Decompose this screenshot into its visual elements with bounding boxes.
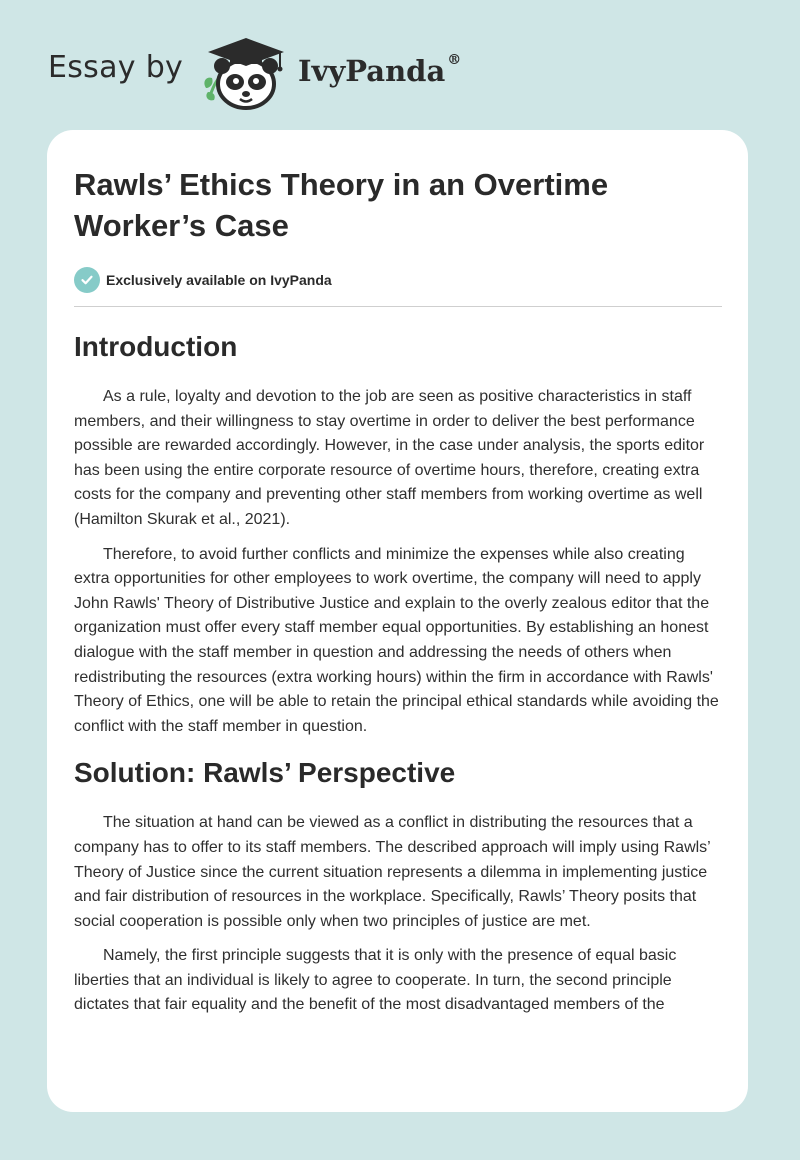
check-icon	[74, 267, 100, 293]
paragraph: Namely, the first principle suggests that it is only with the presence of equal basic liberties that an individual is likely to agree to cooperate. In turn, the second principle dictates that fair equality and the benefit of the most disadvantaged members of the	[74, 947, 677, 1014]
paragraph: The situation at hand can be viewed as a conflict in distributing the resources that a company has to offer to its staff members. The described approach will imply using Rawls’ Theory of Justice since the current situation represents a dilemma in implementing justice and fair distribution of resources in the workplace. Specifically, Rawls’ Theory posits that social cooperation is possible only when two principles of justice are met.	[74, 814, 711, 930]
paragraph: As a rule, loyalty and devotion to the job are seen as positive characteristics in staff members, and their willingness to stay overtime in order to deliver the best performance possible are rewarded accordingly. However, in the case under analysis, the sports editor has been using the entire corporate resource of overtime hours, therefore, creating extra costs for the company and preventing other staff members from working overtime as well (Hamilton Skurak et al., 2021).	[74, 388, 705, 528]
essay-title: Rawls’ Ethics Theory in an Overtime Worker’s Case	[74, 167, 609, 243]
paragraph: Therefore, to avoid further conflicts and minimize the expenses while also creating extra opportunities for other employees to work overtime, the company will need to apply John Rawls' Theory of Distributive Justice and explain to the overly zealous editor that the organization must offer every staff member equal opportunities. By establishing an honest dialogue with the staff member in question and addressing the needs of others when redistributing the resources (extra working hours) within the firm in accordance with Rawls' Theory of Ethics, one will be able to retain the principal ethical standards while avoiding the conflict with the staff member in question.	[74, 545, 719, 735]
site-header	[48, 32, 548, 112]
brand-text: IvyPanda	[298, 54, 446, 88]
brand-name[interactable]	[298, 54, 461, 88]
essay-by-label: Essay by	[48, 50, 184, 85]
section-heading-introduction: Introduction	[74, 331, 238, 362]
panda-logo-icon[interactable]	[200, 36, 292, 112]
essay-card	[47, 130, 748, 1112]
registered-mark: ®	[447, 52, 462, 68]
divider	[74, 306, 722, 307]
essay-content	[74, 130, 722, 1018]
exclusive-badge	[74, 266, 722, 294]
exclusive-label: Exclusively available on IvyPanda	[106, 272, 332, 288]
section-heading-solution: Solution: Rawls’ Perspective	[74, 757, 456, 789]
